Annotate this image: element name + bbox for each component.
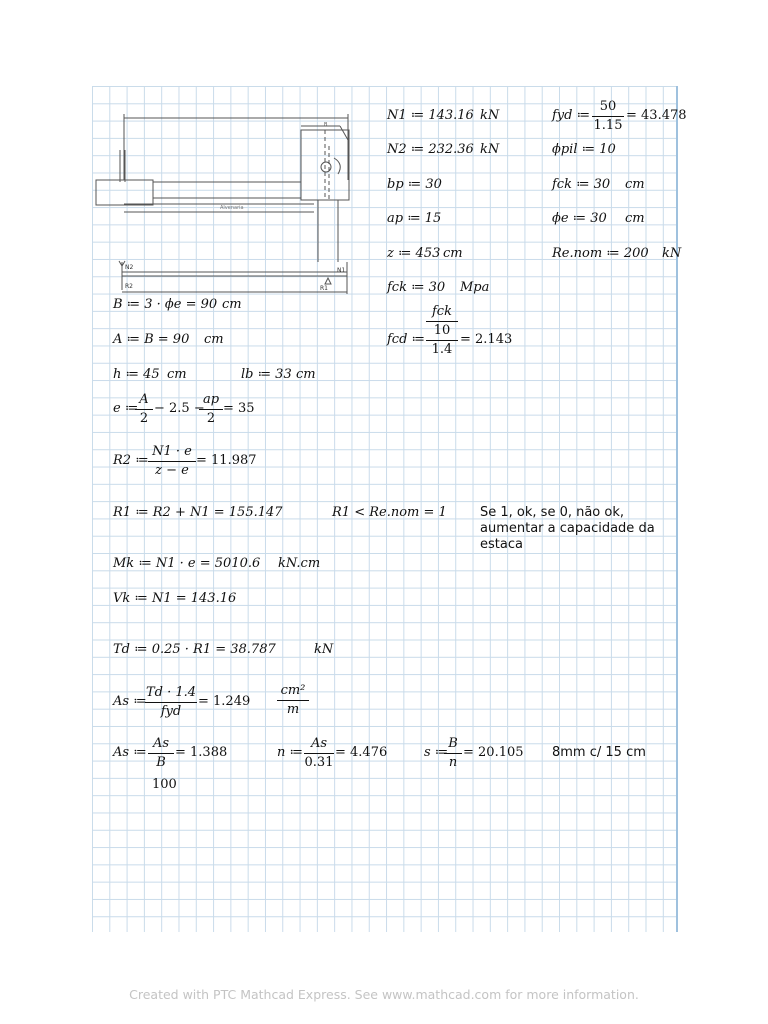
as1-lhs: As ≔	[113, 694, 147, 709]
capacity-check: R1 < Re.nom = 1	[332, 505, 447, 520]
n1-definition: N1 ≔ 143.16	[387, 108, 474, 123]
fyd-fraction	[592, 100, 624, 133]
s-denominator: n	[448, 755, 458, 770]
as1-unit-den: m	[286, 702, 300, 717]
h-definition: h ≔ 45	[113, 367, 160, 382]
e-fraction-ap	[199, 393, 223, 426]
bp-definition: bp ≔ 30	[387, 177, 442, 192]
n1-unit: kN	[480, 108, 500, 123]
s-lhs: s ≔	[424, 745, 449, 760]
n1-label: N1	[337, 267, 346, 274]
fck-cm-unit: cm	[625, 177, 645, 192]
rebar-spec: 8mm c/ 15 cm	[552, 745, 646, 760]
r2-numerator: N1 · e	[152, 444, 192, 459]
r2-result: = 11.987	[196, 453, 257, 468]
s-result: = 20.105	[463, 745, 524, 760]
fcd-num-top: fck	[432, 304, 452, 319]
lb-definition: lb ≔ 33	[241, 367, 292, 382]
as1-denominator: fyd	[160, 704, 182, 719]
fcd-result: = 2.143	[460, 332, 513, 347]
n-lhs: n ≔	[277, 745, 303, 760]
e-fraction-a	[135, 393, 153, 426]
a-unit: cm	[204, 332, 224, 347]
fck-cm-definition: fck ≔ 30	[552, 177, 611, 192]
s-numerator: B	[448, 736, 458, 751]
e-result: = 35	[223, 401, 255, 416]
fyd-denominator: 1.15	[593, 118, 623, 133]
as2-lhs: As ≔	[113, 745, 147, 760]
z-unit: cm	[443, 246, 463, 261]
n-numerator: As	[310, 736, 328, 751]
r2-fraction	[148, 445, 196, 478]
r2-denominator: z − e	[155, 463, 189, 478]
mk-definition: Mk ≔ N1 · e = 5010.6	[113, 556, 261, 571]
worksheet-right-edge	[676, 86, 678, 932]
e-middle: − 2.5 −	[154, 401, 205, 416]
td-definition: Td ≔ 0.25 · R1 = 38.787	[113, 642, 276, 657]
r2-label: R2	[125, 283, 133, 290]
fcd-lhs: fcd ≔	[387, 332, 425, 347]
n2-unit: kN	[480, 142, 500, 157]
n-denominator: 0.31	[304, 755, 334, 770]
as2-numerator: As	[152, 736, 170, 751]
r1-definition: R1 ≔ R2 + N1 = 155.147	[113, 505, 283, 520]
n2-label: N2	[125, 264, 134, 271]
z-definition: z ≔ 453	[387, 246, 441, 261]
mathcad-footer: Created with PTC Mathcad Express. See www.mathcad.com for more information.	[129, 987, 639, 1002]
renom-definition: Re.nom ≔ 200	[552, 246, 649, 261]
vk-definition: Vk ≔ N1 = 143.16	[113, 591, 237, 606]
td-unit: kN	[314, 642, 334, 657]
as1-numerator: Td · 1.4	[145, 685, 197, 700]
b-dim-label: B	[324, 122, 328, 128]
b-unit: cm	[222, 297, 242, 312]
phie-definition: ϕe ≔ 30	[552, 211, 607, 226]
r2-lhs: R2 ≔	[113, 453, 149, 468]
as1-result: = 1.249	[198, 694, 251, 709]
fcd-fraction	[426, 305, 458, 357]
e-f1-num: A	[139, 392, 149, 407]
fck-mpa-definition: fck ≔ 30	[387, 280, 446, 295]
as2-denominator: B	[156, 755, 166, 770]
mk-unit: kN.cm	[278, 556, 321, 571]
fck-mpa-unit: Mpa	[460, 280, 490, 295]
ap-definition: ap ≔ 15	[387, 211, 442, 226]
s-fraction	[444, 737, 462, 770]
phipil-definition: ϕpil ≔ 10	[552, 142, 616, 157]
as1-unit	[277, 684, 309, 717]
e-f2-den: 2	[206, 411, 216, 426]
as1-unit-num: cm²	[280, 683, 306, 698]
renom-unit: kN	[662, 246, 682, 261]
fyd-lhs: fyd ≔	[552, 108, 591, 123]
a-definition: A ≔ B = 90	[113, 332, 190, 347]
lb-unit: cm	[296, 367, 316, 382]
structural-sketch	[92, 100, 360, 300]
as2-below: 100	[152, 777, 177, 792]
fcd-denominator: 1.4	[431, 342, 453, 357]
e-f2-num: ap	[202, 392, 220, 407]
e-f1-den: 2	[139, 411, 149, 426]
n-result: = 4.476	[335, 745, 388, 760]
b-definition: B ≔ 3 · ϕe = 90	[113, 297, 218, 312]
phie-unit: cm	[625, 211, 645, 226]
alvenaria-label: Alvenaria	[220, 205, 244, 211]
as2-result: = 1.388	[175, 745, 228, 760]
fyd-numerator: 50	[599, 99, 617, 114]
as2-fraction	[148, 737, 174, 770]
h-unit: cm	[167, 367, 187, 382]
fcd-num-bottom: 10	[433, 323, 451, 338]
fyd-result: = 43.478	[626, 108, 687, 123]
n2-definition: N2 ≔ 232.36	[387, 142, 474, 157]
r1-label: R1	[320, 285, 328, 292]
e-lhs: e ≔	[113, 401, 139, 416]
as1-fraction	[145, 686, 197, 719]
capacity-note: Se 1, ok, se 0, não ok, aumentar a capacidade da estaca	[480, 505, 655, 552]
n-fraction	[304, 737, 334, 770]
